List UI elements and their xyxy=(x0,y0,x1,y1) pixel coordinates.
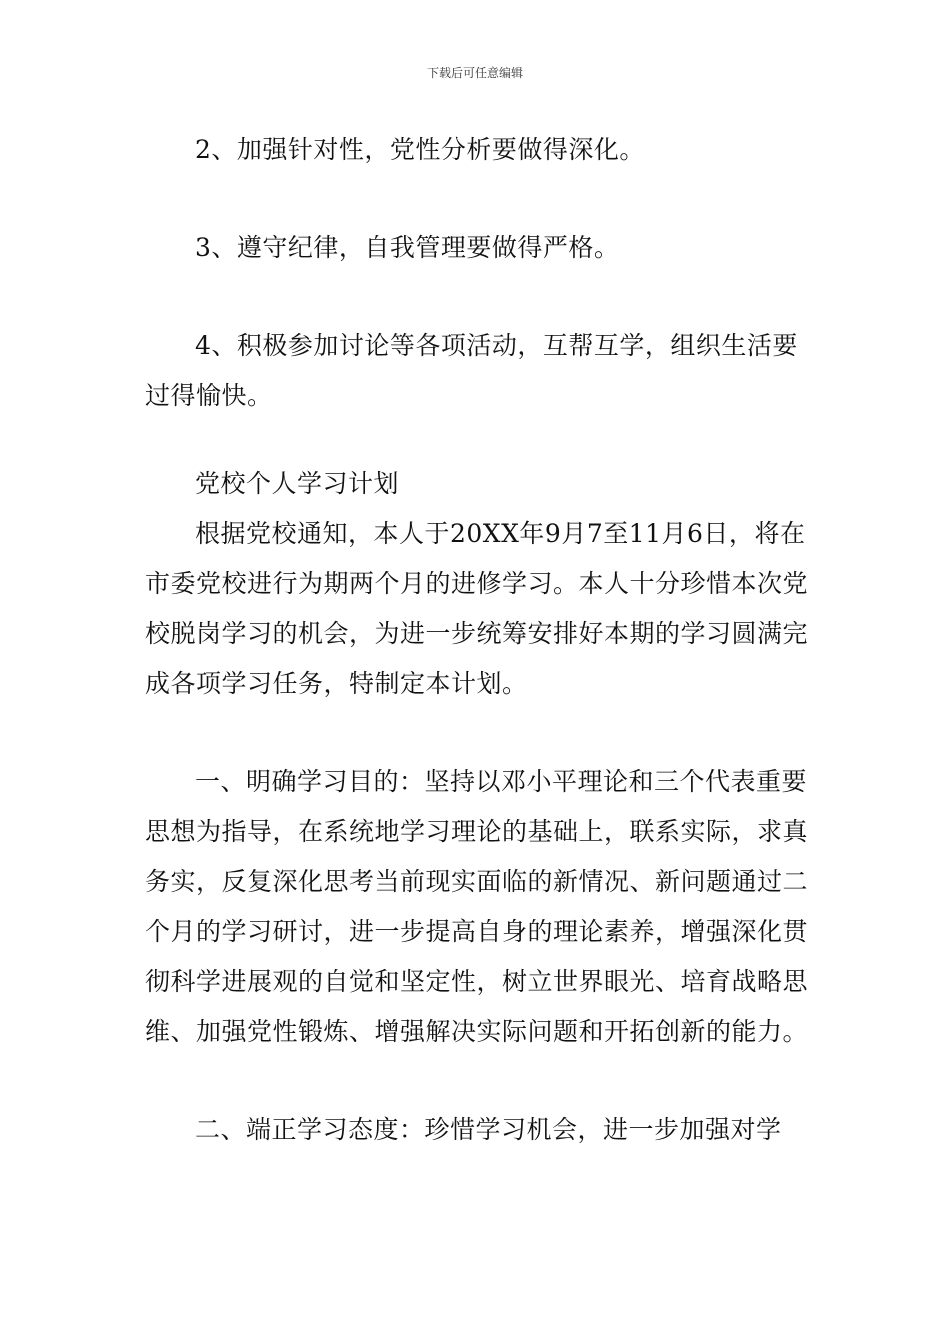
paragraph-spacer xyxy=(145,175,810,223)
list-item-2: 2、加强针对性，党性分析要做得深化。 xyxy=(195,135,645,164)
section-title: 党校个人学习计划 xyxy=(195,469,400,498)
list-item-4: 4、积极参加讨论等各项活动，互帮互学，组织生活要过得愉快。 xyxy=(145,331,798,410)
paragraph-spacer xyxy=(145,273,810,321)
point-two-paragraph: 二、端正学习态度：珍惜学习机会，进一步加强对学 xyxy=(195,1115,782,1144)
intro-paragraph: 根据党校通知，本人于20XX年9月7至11月6日，将在市委党校进行为期两个月的进修学习。本人十分珍惜本次党校脱岗学习的机会，为进一步统筹安排好本期的学习圆满完成各项学习任务，特制定本计划。 xyxy=(145,519,809,698)
page-header: 下载后可任意编辑 xyxy=(426,66,523,80)
paragraph-spacer xyxy=(145,709,810,757)
list-item-3: 3、遵守纪律，自我管理要做得严格。 xyxy=(195,233,620,262)
paragraph-spacer xyxy=(145,421,810,459)
point-one-paragraph: 一、明确学习目的：坚持以邓小平理论和三个代表重要思想为指导，在系统地学习理论的基础上，联系实际，求真务实，反复深化思考当前现实面临的新情况、新问题通过二个月的学习研讨，进一步提高自身的理论素养，增强深化贯彻科学进展观的自觉和坚定性，树立世界眼光、培育战略思维、加强党性锻炼、增强解决实际问题和开拓创新的能力。 xyxy=(145,767,809,1046)
paragraph-spacer xyxy=(145,1057,810,1105)
document-body xyxy=(145,125,810,1155)
